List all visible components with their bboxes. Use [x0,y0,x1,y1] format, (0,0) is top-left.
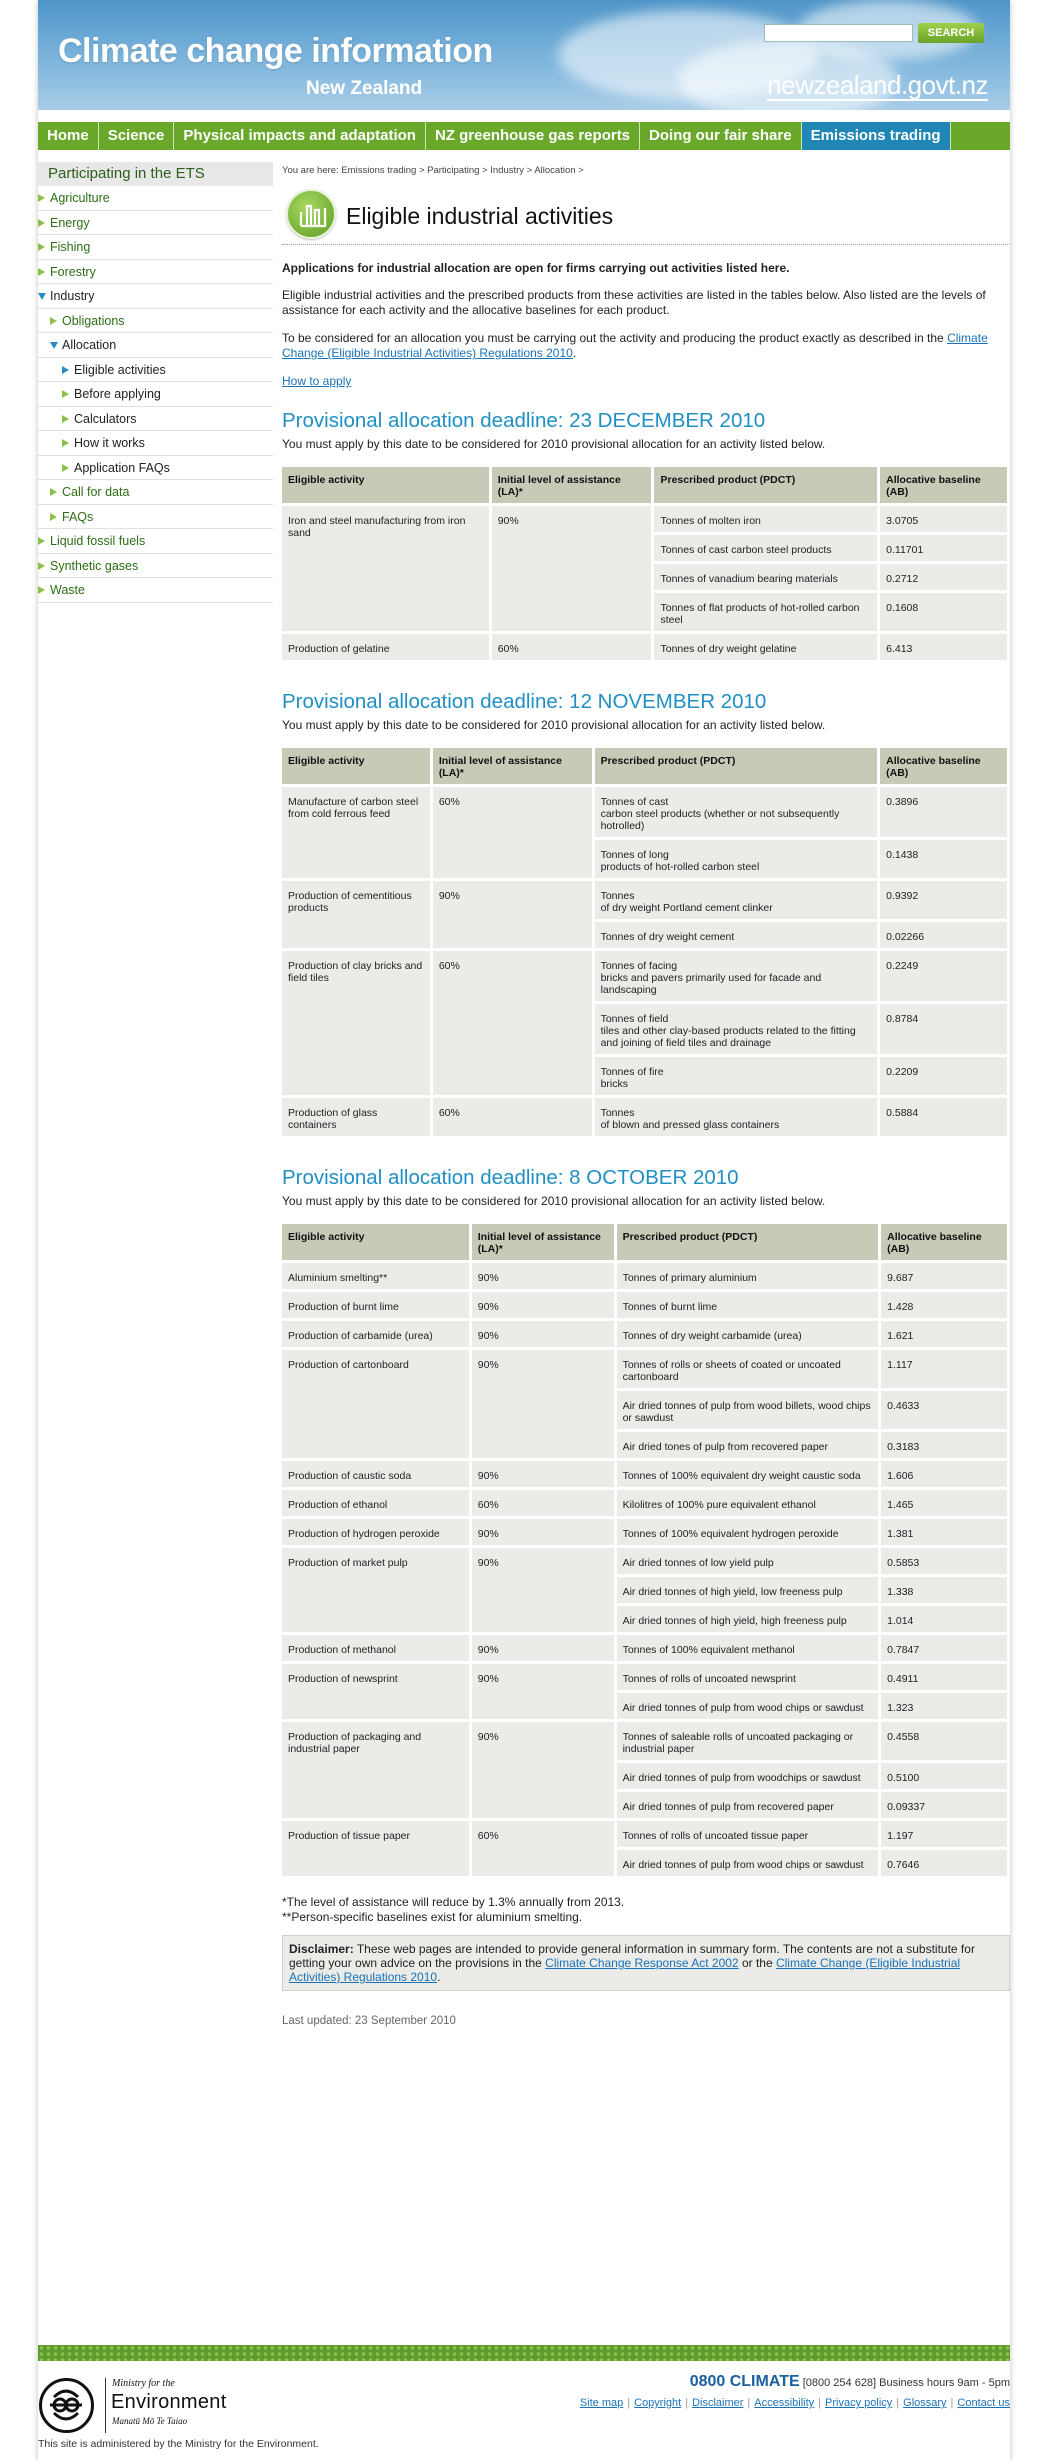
column-header: Eligible activity [282,1224,469,1260]
sidebar-item-calculators[interactable] [38,407,273,432]
link-separator: | [818,2397,822,2409]
la-cell: 60% [472,1821,614,1876]
product-cell: Tonnes of vanadium bearing materials [654,564,877,590]
table-row [282,1461,1007,1487]
product-cell: Air dried tonnes of pulp from wood billets, wood chips or sawdust [617,1391,879,1429]
table-row [282,1292,1007,1318]
table-row [282,951,1007,1001]
la-cell: 90% [472,1292,614,1318]
table-row [282,1098,1007,1136]
sidebar-item-obligations[interactable] [38,309,273,334]
column-header: Initial level of assistance (LA)* [433,748,592,784]
product-cell: Tonnes of blown and pressed glass containers [595,1098,878,1136]
sidebar-item-label: Eligible activities [74,362,166,377]
triangle-right-icon [38,537,45,545]
baseline-cell: 0.11701 [880,535,1007,561]
triangle-down-icon [50,342,58,349]
product-cell: Tonnes of cast carbon steel products [654,535,877,561]
disclaimer-text: or the [738,1956,776,1970]
sidebar-item-label: Application FAQs [74,460,170,475]
table-row [282,787,1007,837]
nav-item-physical-impacts-and-adaptation[interactable]: Physical impacts and adaptation [174,122,426,150]
baseline-cell: 0.09337 [881,1792,1007,1818]
baseline-cell: 3.0705 [880,506,1007,532]
la-cell: 60% [433,787,592,878]
footnote: **Person-specific baselines exist for aluminium smelting. [282,1910,583,1924]
baseline-cell: 1.381 [881,1519,1007,1545]
activity-cell: Production of newsprint [282,1664,469,1719]
search-input[interactable] [764,24,913,42]
product-cell: Tonnes of rolls or sheets of coated or uncoated cartonboard [617,1350,879,1388]
phone-detail: [0800 254 628] Business hours 9am - 5pm [802,2377,1010,2389]
activity-cell: Production of hydrogen peroxide [282,1519,469,1545]
baseline-cell: 1.197 [881,1821,1007,1847]
triangle-right-icon [50,317,57,325]
sidebar-item-label: Energy [50,215,90,230]
activity-cell: Production of market pulp [282,1548,469,1632]
product-cell: Tonnes of rolls of uncoated newsprint [617,1664,879,1690]
triangle-right-icon [62,464,69,472]
how-to-apply-link[interactable]: How to apply [282,374,352,388]
la-cell: 90% [472,1350,614,1458]
la-cell: 90% [472,1461,614,1487]
product-cell: Air dried tones of pulp from recovered paper [617,1432,879,1458]
sidebar-item-call-for-data[interactable] [38,480,273,505]
table-row [282,1664,1007,1690]
triangle-right-icon [38,268,45,276]
baseline-cell: 1.117 [881,1350,1007,1388]
baseline-cell: 1.014 [881,1606,1007,1632]
column-header: Eligible activity [282,467,489,503]
activity-cell: Iron and steel manufacturing from iron sand [282,506,489,631]
activity-cell: Production of burnt lime [282,1292,469,1318]
phone-number: 0800 CLIMATE [689,2373,800,2390]
footer-link-disclaimer[interactable]: Disclaimer [692,2397,744,2409]
triangle-right-icon [62,439,69,447]
section-heading: Provisional allocation deadline: 8 OCTOBER 2010 [282,1166,739,1189]
allocation-table [279,464,1010,663]
column-header: Allocative baseline (AB) [880,748,1007,784]
breadcrumb: You are here: Emissions trading > Participating > Industry > Allocation > [282,165,584,176]
baseline-cell: 1.621 [881,1321,1007,1347]
sidebar-item-application-faqs[interactable] [38,456,273,481]
column-header: Allocative baseline (AB) [881,1224,1007,1260]
product-cell: Tonnes of cast carbon steel products (whether or not subsequently hotrolled) [595,787,878,837]
la-cell: 90% [472,1519,614,1545]
product-cell: Tonnes of long products of hot-rolled carbon steel [595,840,878,878]
nav-item-emissions-trading[interactable]: Emissions trading [802,122,951,150]
triangle-right-icon [38,243,45,251]
table-header-row [282,748,1007,784]
triangle-down-icon [38,293,46,300]
section-note: You must apply by this date to be considered for 2010 provisional allocation for an activity listed below. [282,1194,826,1208]
link-separator: | [747,2397,751,2409]
la-cell: 90% [492,506,652,631]
baseline-cell: 0.4633 [881,1391,1007,1429]
nav-item-nz-greenhouse-gas-reports[interactable]: NZ greenhouse gas reports [426,122,640,150]
table-header-row [282,1224,1007,1260]
table-row [282,506,1007,532]
column-header: Initial level of assistance (LA)* [472,1224,614,1260]
product-cell: Tonnes of dry weight cement [595,922,878,948]
section-heading: Provisional allocation deadline: 23 DECEMBER 2010 [282,409,766,432]
govt-nz-logo[interactable]: newzealand.govt.nz [767,70,988,100]
column-header: Prescribed product (PDCT) [617,1224,879,1260]
product-cell: Tonnes of dry weight gelatine [654,634,877,660]
regulations-text: To be considered for an allocation you must be carrying out the activity and producing the product exactly as described in the [282,331,948,345]
activity-cell: Production of packaging and industrial paper [282,1722,469,1818]
la-cell: 60% [433,951,592,1095]
sidebar-item-label: Agriculture [50,191,110,205]
table-row [282,1263,1007,1289]
page-title: Eligible industrial activities [346,203,614,229]
nav-item-doing-our-fair-share[interactable]: Doing our fair share [640,122,802,150]
site-header [38,0,1010,110]
baseline-cell: 0.3896 [880,787,1007,837]
baseline-cell: 0.8784 [880,1004,1007,1054]
intro-paragraph: Eligible industrial activities and the prescribed products from these activities are listed in the tables below. Also listed are the levels of assistance for each activity and the allocative baselines for each product. [282,288,986,317]
sidebar-item-eligible-activities[interactable] [38,358,273,383]
allocation-table [279,745,1010,1139]
activity-cell: Production of tissue paper [282,1821,469,1876]
footer-links [580,2397,1010,2409]
triangle-right-icon [62,366,69,374]
factory-icon [286,189,336,239]
product-cell: Tonnes of field tiles and other clay-based products related to the fitting and joining of field tiles and drainage [595,1004,878,1054]
sidebar-item-fishing[interactable] [38,235,273,260]
logo-maori-text: Manatū Mō Te Taiao [112,2416,188,2426]
product-cell: Air dried tonnes of pulp from wood chips or sawdust [617,1850,879,1876]
sidebar-item-label: Calculators [74,411,137,426]
sidebar-item-label: FAQs [62,509,94,524]
sidebar-item-label: Call for data [62,485,130,499]
disclaimer-label: Disclaimer: [289,1942,354,1956]
triangle-right-icon [38,586,45,594]
triangle-right-icon [50,513,57,521]
product-cell: Tonnes of 100% equivalent hydrogen peroxide [617,1519,879,1545]
sidebar-item-faqs[interactable] [38,505,273,530]
sidebar-item-label: Industry [50,289,95,303]
section-note: You must apply by this date to be considered for 2010 provisional allocation for an activity listed below. [282,437,826,451]
product-cell: Tonnes of 100% equivalent dry weight caustic soda [617,1461,879,1487]
product-cell: Tonnes of dry weight carbamide (urea) [617,1321,879,1347]
sidebar-item-energy[interactable] [38,211,273,236]
baseline-cell: 0.2249 [880,951,1007,1001]
la-cell: 60% [472,1490,614,1516]
la-cell: 60% [492,634,652,660]
logo-small-text: Ministry for the [112,2378,175,2389]
product-cell: Tonnes of dry weight Portland cement clinker [595,881,878,919]
eia-regulations-link[interactable]: Climate Change (Eligible Industrial Activities) Regulations 2010 [289,1956,961,1984]
table-row [282,634,1007,660]
table-row [282,1350,1007,1388]
sidebar-item-synthetic-gases[interactable] [38,554,273,579]
baseline-cell: 0.2209 [880,1057,1007,1095]
sidebar [38,162,273,603]
table-row [282,1548,1007,1574]
column-header: Allocative baseline (AB) [880,467,1007,503]
column-header: Initial level of assistance (LA)* [492,467,652,503]
disclaimer-box [282,1935,1010,1991]
table-row [282,1821,1007,1847]
nav-item-science[interactable]: Science [99,122,175,150]
site-title[interactable]: Climate change information [58,32,493,70]
activity-cell: Production of ethanol [282,1490,469,1516]
footer-band [38,2345,1010,2361]
baseline-cell: 9.687 [881,1263,1007,1289]
main-nav [38,122,1010,150]
la-cell: 90% [433,881,592,948]
section-heading: Provisional allocation deadline: 12 NOVEMBER 2010 [282,690,767,713]
sidebar-item-liquid-fossil-fuels[interactable] [38,529,273,554]
main-content [282,165,1010,2027]
la-cell: 90% [472,1722,614,1818]
activity-cell: Production of clay bricks and field tiles [282,951,430,1095]
table-header-row [282,467,1007,503]
baseline-cell: 0.5100 [881,1763,1007,1789]
baseline-cell: 0.1438 [880,840,1007,878]
page-frame [38,0,1010,2461]
regulations-link[interactable]: Climate Change (Eligible Industrial Activities) Regulations 2010 [282,331,988,360]
baseline-cell: 0.4911 [881,1664,1007,1690]
product-cell: Tonnes of molten iron [654,506,877,532]
regulations-text-end: . [572,346,577,360]
logo-big-text: Environment [111,2391,227,2413]
product-cell: Tonnes of rolls of uncoated tissue paper [617,1821,879,1847]
ministry-emblem-icon [39,2378,94,2433]
allocation-table [279,1221,1010,1879]
sidebar-item-label: How it works [74,436,145,450]
sidebar-item-forestry[interactable] [38,260,273,285]
sidebar-item-label: Fishing [50,240,91,254]
baseline-cell: 1.338 [881,1577,1007,1603]
product-cell: Air dried tonnes of pulp from wood chips or sawdust [617,1693,879,1719]
table-row [282,1519,1007,1545]
sidebar-item-agriculture[interactable] [38,186,273,211]
activity-cell: Production of glass containers [282,1098,430,1136]
disclaimer-text: . [437,1970,441,1984]
footer-link-accessibility[interactable]: Accessibility [754,2397,815,2409]
footer-link-glossary[interactable]: Glossary [903,2397,947,2409]
product-cell: Kilolitres of 100% pure equivalent ethanol [617,1490,879,1516]
baseline-cell: 0.3183 [881,1432,1007,1458]
table-row [282,1490,1007,1516]
ministry-logo[interactable] [39,2375,254,2437]
product-cell: Air dried tonnes of low yield pulp [617,1548,879,1574]
baseline-cell: 0.7847 [881,1635,1007,1661]
activity-cell: Manufacture of carbon steel from cold ferrous feed [282,787,430,878]
la-cell: 90% [472,1321,614,1347]
activity-cell: Production of caustic soda [282,1461,469,1487]
triangle-right-icon [62,415,69,423]
la-cell: 90% [472,1635,614,1661]
triangle-right-icon [62,390,69,398]
triangle-right-icon [38,562,45,570]
link-separator: | [950,2397,954,2409]
sidebar-item-before-applying[interactable] [38,382,273,407]
product-cell: Tonnes of 100% equivalent methanol [617,1635,879,1661]
response-act-link[interactable]: Climate Change Response Act 2002 [545,1956,739,1970]
product-cell: Tonnes of burnt lime [617,1292,879,1318]
baseline-cell: 6.413 [880,634,1007,660]
activity-cell: Production of cementitious products [282,881,430,948]
logo-divider [105,2378,106,2433]
link-separator: | [896,2397,900,2409]
admin-statement: This site is administered by the Ministry for the Environment. [38,2438,319,2450]
disclaimer-text: These web pages are intended to provide general information in summary form. The contents are not a substitute for getting your own advice on the provisions in the [289,1942,975,1970]
baseline-cell: 0.9392 [880,881,1007,919]
table-row [282,1635,1007,1661]
triangle-right-icon [50,488,57,496]
regulations-paragraph [282,331,1010,361]
footnote: *The level of assistance will reduce by 1.3% annually from 2013. [282,1895,625,1909]
table-row [282,881,1007,919]
baseline-cell: 0.5884 [880,1098,1007,1136]
la-cell: 90% [472,1263,614,1289]
baseline-cell: 0.2712 [880,564,1007,590]
baseline-cell: 0.1608 [880,593,1007,631]
page-heading [282,187,1010,245]
nav-item-home[interactable]: Home [38,122,99,150]
sidebar-item-label: Waste [50,583,85,597]
sidebar-item-industry[interactable] [38,284,273,309]
footer-link-contact-us[interactable]: Contact us [957,2397,1010,2409]
sidebar-item-label: Liquid fossil fuels [50,534,146,548]
sidebar-item-waste[interactable] [38,578,273,603]
table-row [282,1321,1007,1347]
product-cell: Tonnes of flat products of hot-rolled carbon steel [654,593,877,631]
activity-cell: Production of cartonboard [282,1350,469,1458]
product-cell: Air dried tonnes of pulp from recovered paper [617,1792,879,1818]
product-cell: Air dried tonnes of pulp from woodchips or sawdust [617,1763,879,1789]
footnotes [282,1895,1010,1925]
footer-link-privacy-policy[interactable]: Privacy policy [825,2397,893,2409]
product-cell: Tonnes of facing bricks and pavers primarily used for facade and landscaping [595,951,878,1001]
sidebar-item-label: Obligations [62,313,125,328]
activity-cell: Production of carbamide (urea) [282,1321,469,1347]
site-subtitle: New Zealand [306,78,423,99]
sidebar-item-label: Synthetic gases [50,558,139,573]
search-button[interactable]: SEARCH [918,23,984,43]
product-cell: Tonnes of saleable rolls of uncoated packaging or industrial paper [617,1722,879,1760]
baseline-cell: 0.4558 [881,1722,1007,1760]
sidebar-item-label: Forestry [50,264,96,279]
section-note: You must apply by this date to be considered for 2010 provisional allocation for an activity listed below. [282,718,826,732]
sidebar-item-how-it-works[interactable] [38,431,273,456]
link-separator: | [685,2397,689,2409]
baseline-cell: 1.323 [881,1693,1007,1719]
activity-cell: Aluminium smelting** [282,1263,469,1289]
activity-cell: Production of methanol [282,1635,469,1661]
la-cell: 60% [433,1098,592,1136]
baseline-cell: 1.606 [881,1461,1007,1487]
column-header: Prescribed product (PDCT) [595,748,878,784]
product-cell: Tonnes of fire bricks [595,1057,878,1095]
baseline-cell: 0.5853 [881,1548,1007,1574]
last-updated: Last updated: 23 September 2010 [282,2015,456,2027]
table-row [282,1722,1007,1760]
sidebar-item-label: Allocation [62,338,117,352]
footer-link-copyright[interactable]: Copyright [634,2397,682,2409]
link-separator: | [627,2397,631,2409]
baseline-cell: 1.428 [881,1292,1007,1318]
contact-phone [690,2373,1010,2391]
activity-cell: Production of gelatine [282,634,489,660]
triangle-right-icon [38,194,45,202]
sidebar-list [38,186,273,603]
product-cell: Air dried tonnes of high yield, low freeness pulp [617,1577,879,1603]
la-cell: 90% [472,1548,614,1632]
triangle-right-icon [38,219,45,227]
sidebar-item-label: Before applying [74,387,161,401]
baseline-cell: 0.02266 [880,922,1007,948]
column-header: Prescribed product (PDCT) [654,467,877,503]
product-cell: Tonnes of primary aluminium [617,1263,879,1289]
deadline-sections [282,409,1010,1879]
footer-link-site-map[interactable]: Site map [579,2397,624,2409]
column-header: Eligible activity [282,748,430,784]
baseline-cell: 0.7646 [881,1850,1007,1876]
la-cell: 90% [472,1664,614,1719]
product-cell: Air dried tonnes of high yield, high freeness pulp [617,1606,879,1632]
sidebar-item-allocation[interactable] [38,333,273,358]
intro-lead: Applications for industrial allocation are open for firms carrying out activities listed here. [282,261,790,275]
sidebar-title: Participating in the ETS [38,162,273,186]
baseline-cell: 1.465 [881,1490,1007,1516]
